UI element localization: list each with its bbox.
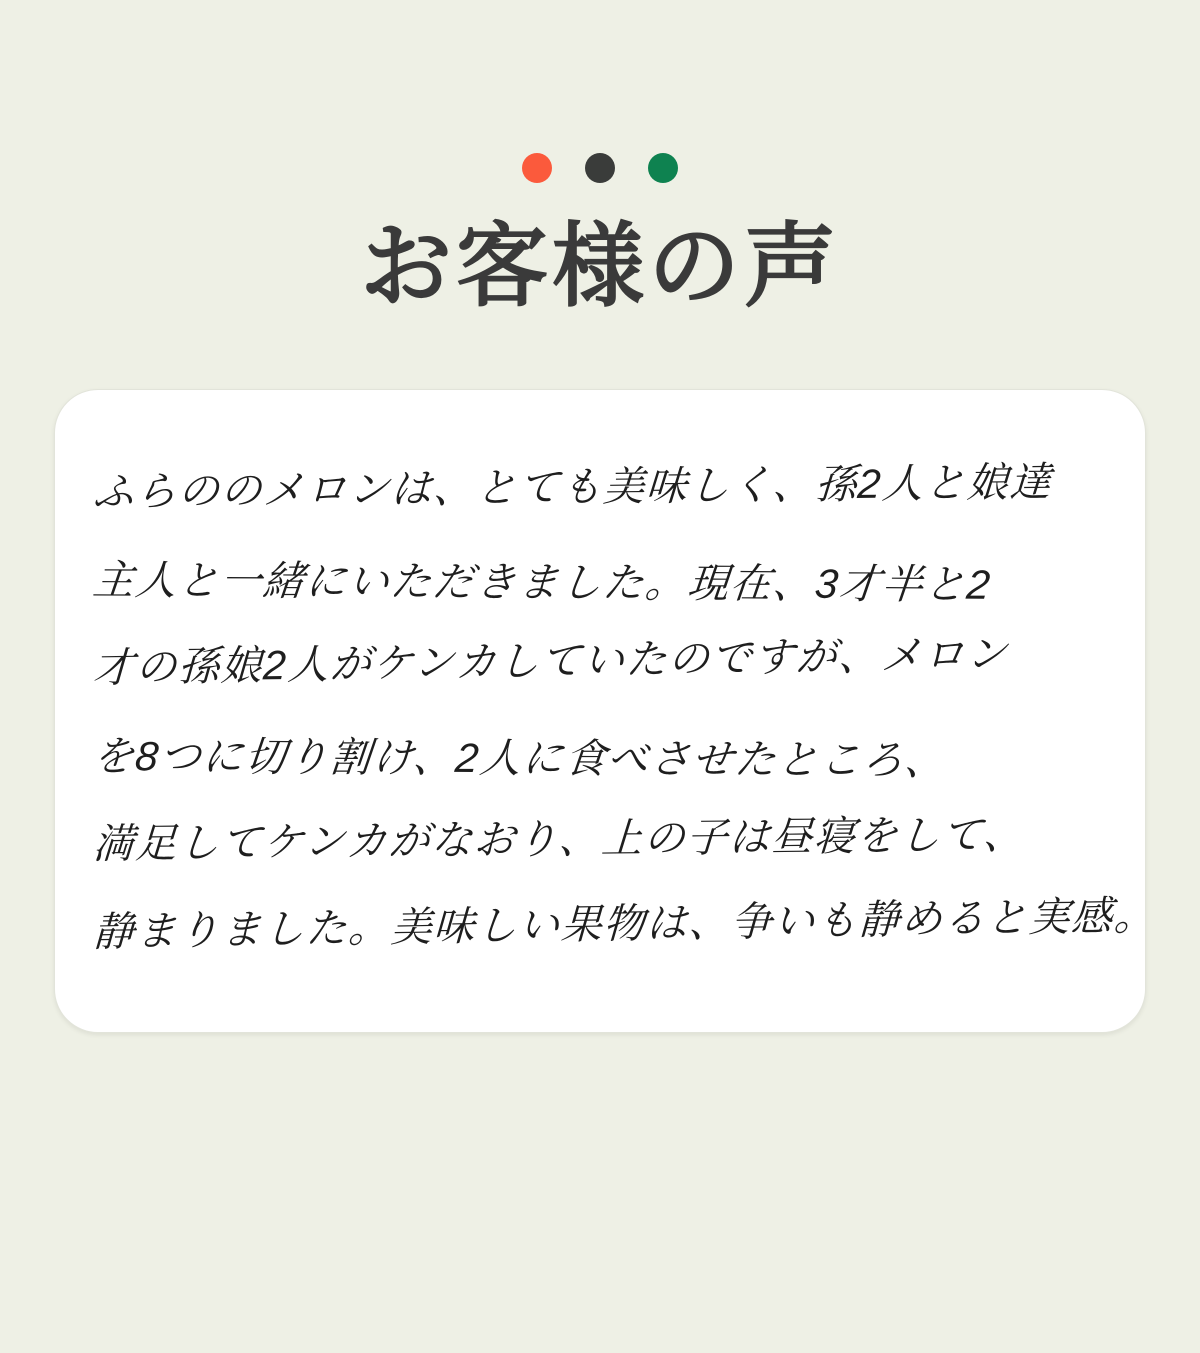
orange-dot-icon bbox=[522, 153, 552, 183]
page-title: お客様の声 bbox=[359, 216, 840, 318]
testimonial-line: 才の孫娘2人がケンカしていたのですが、メロン bbox=[92, 630, 1010, 691]
testimonial-line: 主人と一緒にいただきました。現在、3才半と2 bbox=[90, 557, 994, 608]
testimonial-card bbox=[54, 389, 1158, 1033]
green-dot-icon bbox=[648, 153, 678, 183]
testimonial-line: 満足してケンカがなおり、上の子は昼寝をして、 bbox=[91, 811, 1028, 867]
handwritten-testimonial bbox=[90, 448, 1158, 976]
testimonial-line: を8つに切り割け、2人に食べさせたところ、 bbox=[90, 733, 950, 784]
testimonial-line: 静まりました。美味しい果物は、争いも静めると実感。 bbox=[92, 892, 1158, 955]
charcoal-dot-icon bbox=[585, 153, 615, 183]
testimonial-line: ふらののメロンは、とても美味しく、孫2人と娘達 bbox=[91, 458, 1054, 515]
decorative-dots bbox=[0, 153, 1200, 183]
